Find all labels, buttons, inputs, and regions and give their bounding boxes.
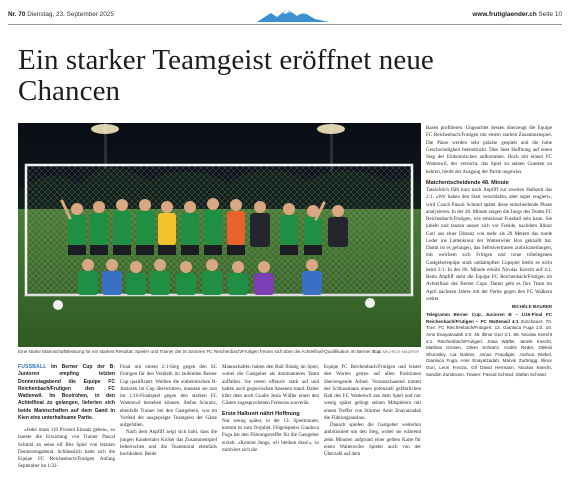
- page-info: [472, 11, 562, 18]
- photo-caption-text: Eine starke Mannschaftsleistung für ein starkes Resultat: Spieler und Trainer der B-Junioren FC Reichenbach/Frutigen freuen sich über die Achtelfinal-Qualifikation im Berner Cup.: [18, 349, 382, 354]
- paragraph: Final mit einem 2:1-Sieg gegen den SC Frutigen für den Verbleib im laufenden Berner Cup qualifiziert. Wollten die einheimischen B-Junioren im Cup überwintern, mussten sie nun im 1/16-Finalspiel gegen den starken FC Wattenwil bestehen können. Stefan Schranz, ebenfalls Trainer bei den Gastgebern, war im Vorfeld der ausgeprägte Teamgeist der Gäste aufgefallen.: [120, 364, 217, 428]
- paragraph: «Jeder muss 110 Prozent Einsatz geben», so lautete die Erwartung von Trainer Pascal Schmid an seine elf Bits Spiel von letztem Donnerstagabend. Schliesslich haite sich die Equipe FC Reichenbach/Frutigen Anfang September im 1/32-: [18, 427, 115, 470]
- issue-info: [8, 11, 114, 18]
- article-column-2: [120, 364, 217, 458]
- header-divider: [8, 24, 562, 25]
- article-column-5: [426, 125, 552, 378]
- paragraph: Nach dem Anpfiff zeigt sich bald, dass die jungen Kandertaler Kicker das Zusammenspiel beherrschen und die Teammoral ebenfalls hochhalten. Beide: [120, 429, 217, 457]
- paragraph: Equipe FC Reichenbach/Frutigen und leistet den Worten getreu auf allen Positionen überzeugende Arbeit. Vorausschauend nimmt der Schlussmann einen potenziell gefährlichen Ball des FC Wattenwil aus dem Spiel und nur wenig später gelingt seinen Mitspielern mit einem Treffer von Stürmer Amir Enayatzadah die Führungsausbau.: [324, 364, 421, 421]
- author-signature: MICHÈLE MAURER: [511, 304, 552, 309]
- telegram-trainer: Trainer: Pascal Schmid, Stefan Schranz: [466, 371, 547, 377]
- issue-date: Dienstag, 23. September 2025: [27, 11, 114, 18]
- mountain-logo-icon: [257, 8, 329, 22]
- page-header: [8, 8, 562, 22]
- telegram-body: Zuschauer: 70. Tore: FC Reichenbach/Frutigen: 13. Gianluca Fuga 1:0. 16. Amir Enayatzadah 2:0. 48. Illinor Guri 3:1. 86. Nicolas Knecht 4:1. Reichenbach/Frutigen: Josia Wäfler, Jannik Knecht, Mathias Grosen, Oliver Schranz, Andris Reder, Oleksii Shumskiy, Lia Balmer, Jonas Fraudiger, Joshua Riebel, Gianluca Fuga, Amir Enayatzadah, Marvin Zurbrügg, Illinor Guri, Leon Frezza, Gil David Hermann, Nicolas Knecht, Sandrin Zumbrunn.: [426, 318, 553, 377]
- paragraph: Tatsächlich fällt kurz nach Anpfiff zur zweiten Halbzeit das 2:1. «Wir haben den Start verschlafen, aber super reagiert», wird Coach Pascal Schmid später diese entscheidende Phase analysieren. In der 48. Minute zeigen die Jungs des Teams FC Reichenbach/Frutigen, wie emotional Fussball sein kann. Sie jubeln und tanzen ausser sich vor Freude, nachdem Illinor Guri aus einer Distanz von mehr als 20 Metern das runde Leder ins Lattenkreuz der Wattenwiler Box geknallt hat. Damit ist es gelungen, das Selbstvertrauen zurückzuerlangen, mit welchem sich Fritigen und treue tribelegenen Gastgeberequipe stark umkämpften Cupspiel bleibt es nicht beim 3:1. In der 86. Minute erhöht Nicolas Knecht auf 4:1. Beim Abpfiff steht die Equipe FC Reichenbach/Frutigen im Achtelfinal des Berner Cups. Damit geht es fürs Team im April nächsten Jahres mit der Partie gegen den FC Walkern weiter.: [426, 187, 552, 302]
- paragraph: Rasen profitieren. Ungeachtet dessen überzeugt die Equipe FC Reichenbach/Frutigen mit einem starken Zusammenspiel. Die Pässe werden sehr präzise gespielt und die hohe Geschwindigkeit beeindruckt. Dies lässt Hoffnung auf einen Sieg der Einheimischen aufkommen. Doch mit einem FC Wattenwil, der versucht, das Spiel zu seinen Gunsten zu kehren, bleibt der Ausgang der Partie ungewiss.: [426, 125, 552, 175]
- paragraph: Danach spielen die Gastgeber weiterhin ambitioniert um den Sieg, wobei sie während zehn Minuten aufgrund einer gelben Karte für einen Wattenwiler Spieler auch von der Überzahl auf dem: [324, 422, 421, 457]
- paragraph: Nur wenig später, in der 13. Spielminute, kommt es zum Torjubel. Flügelspieler Gianluca Fuga hat den Führungstreffer für die Gastgeber erzielt. «Kommt Jungs, wir bleiben dran!», so motiviert sich die: [222, 417, 319, 453]
- photo-caption: [18, 347, 421, 357]
- article-headline: Ein starker Teamgeist eröffnet neue Chancen: [18, 44, 434, 107]
- photo-credit: BILD MICHELE MAURER: [372, 349, 419, 354]
- issue-number: Nr. 70: [8, 11, 26, 18]
- telegram-label: Telegramm Berner Cup, Junioren B – 1/16-Final FC Reichenbach/Frutigen – FC Wattenwil 4:1: [426, 312, 552, 324]
- kicker-label: FUSSBALL: [18, 364, 47, 370]
- lead-paragraph: [18, 364, 115, 422]
- lead-text: Im Berner Cup der B-Junioren empfing letzten Donnerstagabend die Equipe FC Reichenbach/Frutigen den FC Wattenwil. Im Bostrohen, in den Achtelfinal zu gelangen, lieferten sich beide Mannschaften auf dem Gand in Kien eine unterhaltsame Partie.: [18, 364, 115, 421]
- article-column-3: [222, 364, 319, 454]
- telegram-box: [426, 312, 552, 378]
- article-column-4: [324, 364, 421, 458]
- team-photo: [18, 123, 421, 347]
- paragraph: Mannschaften halten den Ball flüssig im Spiel, wobei die Gastgeber als dominanteres Team auffallen. Sie treten offensiv stark auf und halten auch gegnerischen Ansenen stand. Daher klärt dem auch Goalie Josia Wäfler einen den Gästen zugesprochenen Freistoss souverän.: [222, 364, 319, 407]
- team-photo-illustration: [18, 123, 421, 347]
- subheading: Erste Halbzeit nährt Hoffnung: [222, 410, 300, 417]
- page-number: Seite 10: [538, 11, 562, 18]
- subheading: Matchentscheidende 48. Minute: [426, 179, 509, 186]
- article-column-1: [18, 364, 115, 471]
- website-label: www.frutiglaender.ch: [472, 11, 537, 18]
